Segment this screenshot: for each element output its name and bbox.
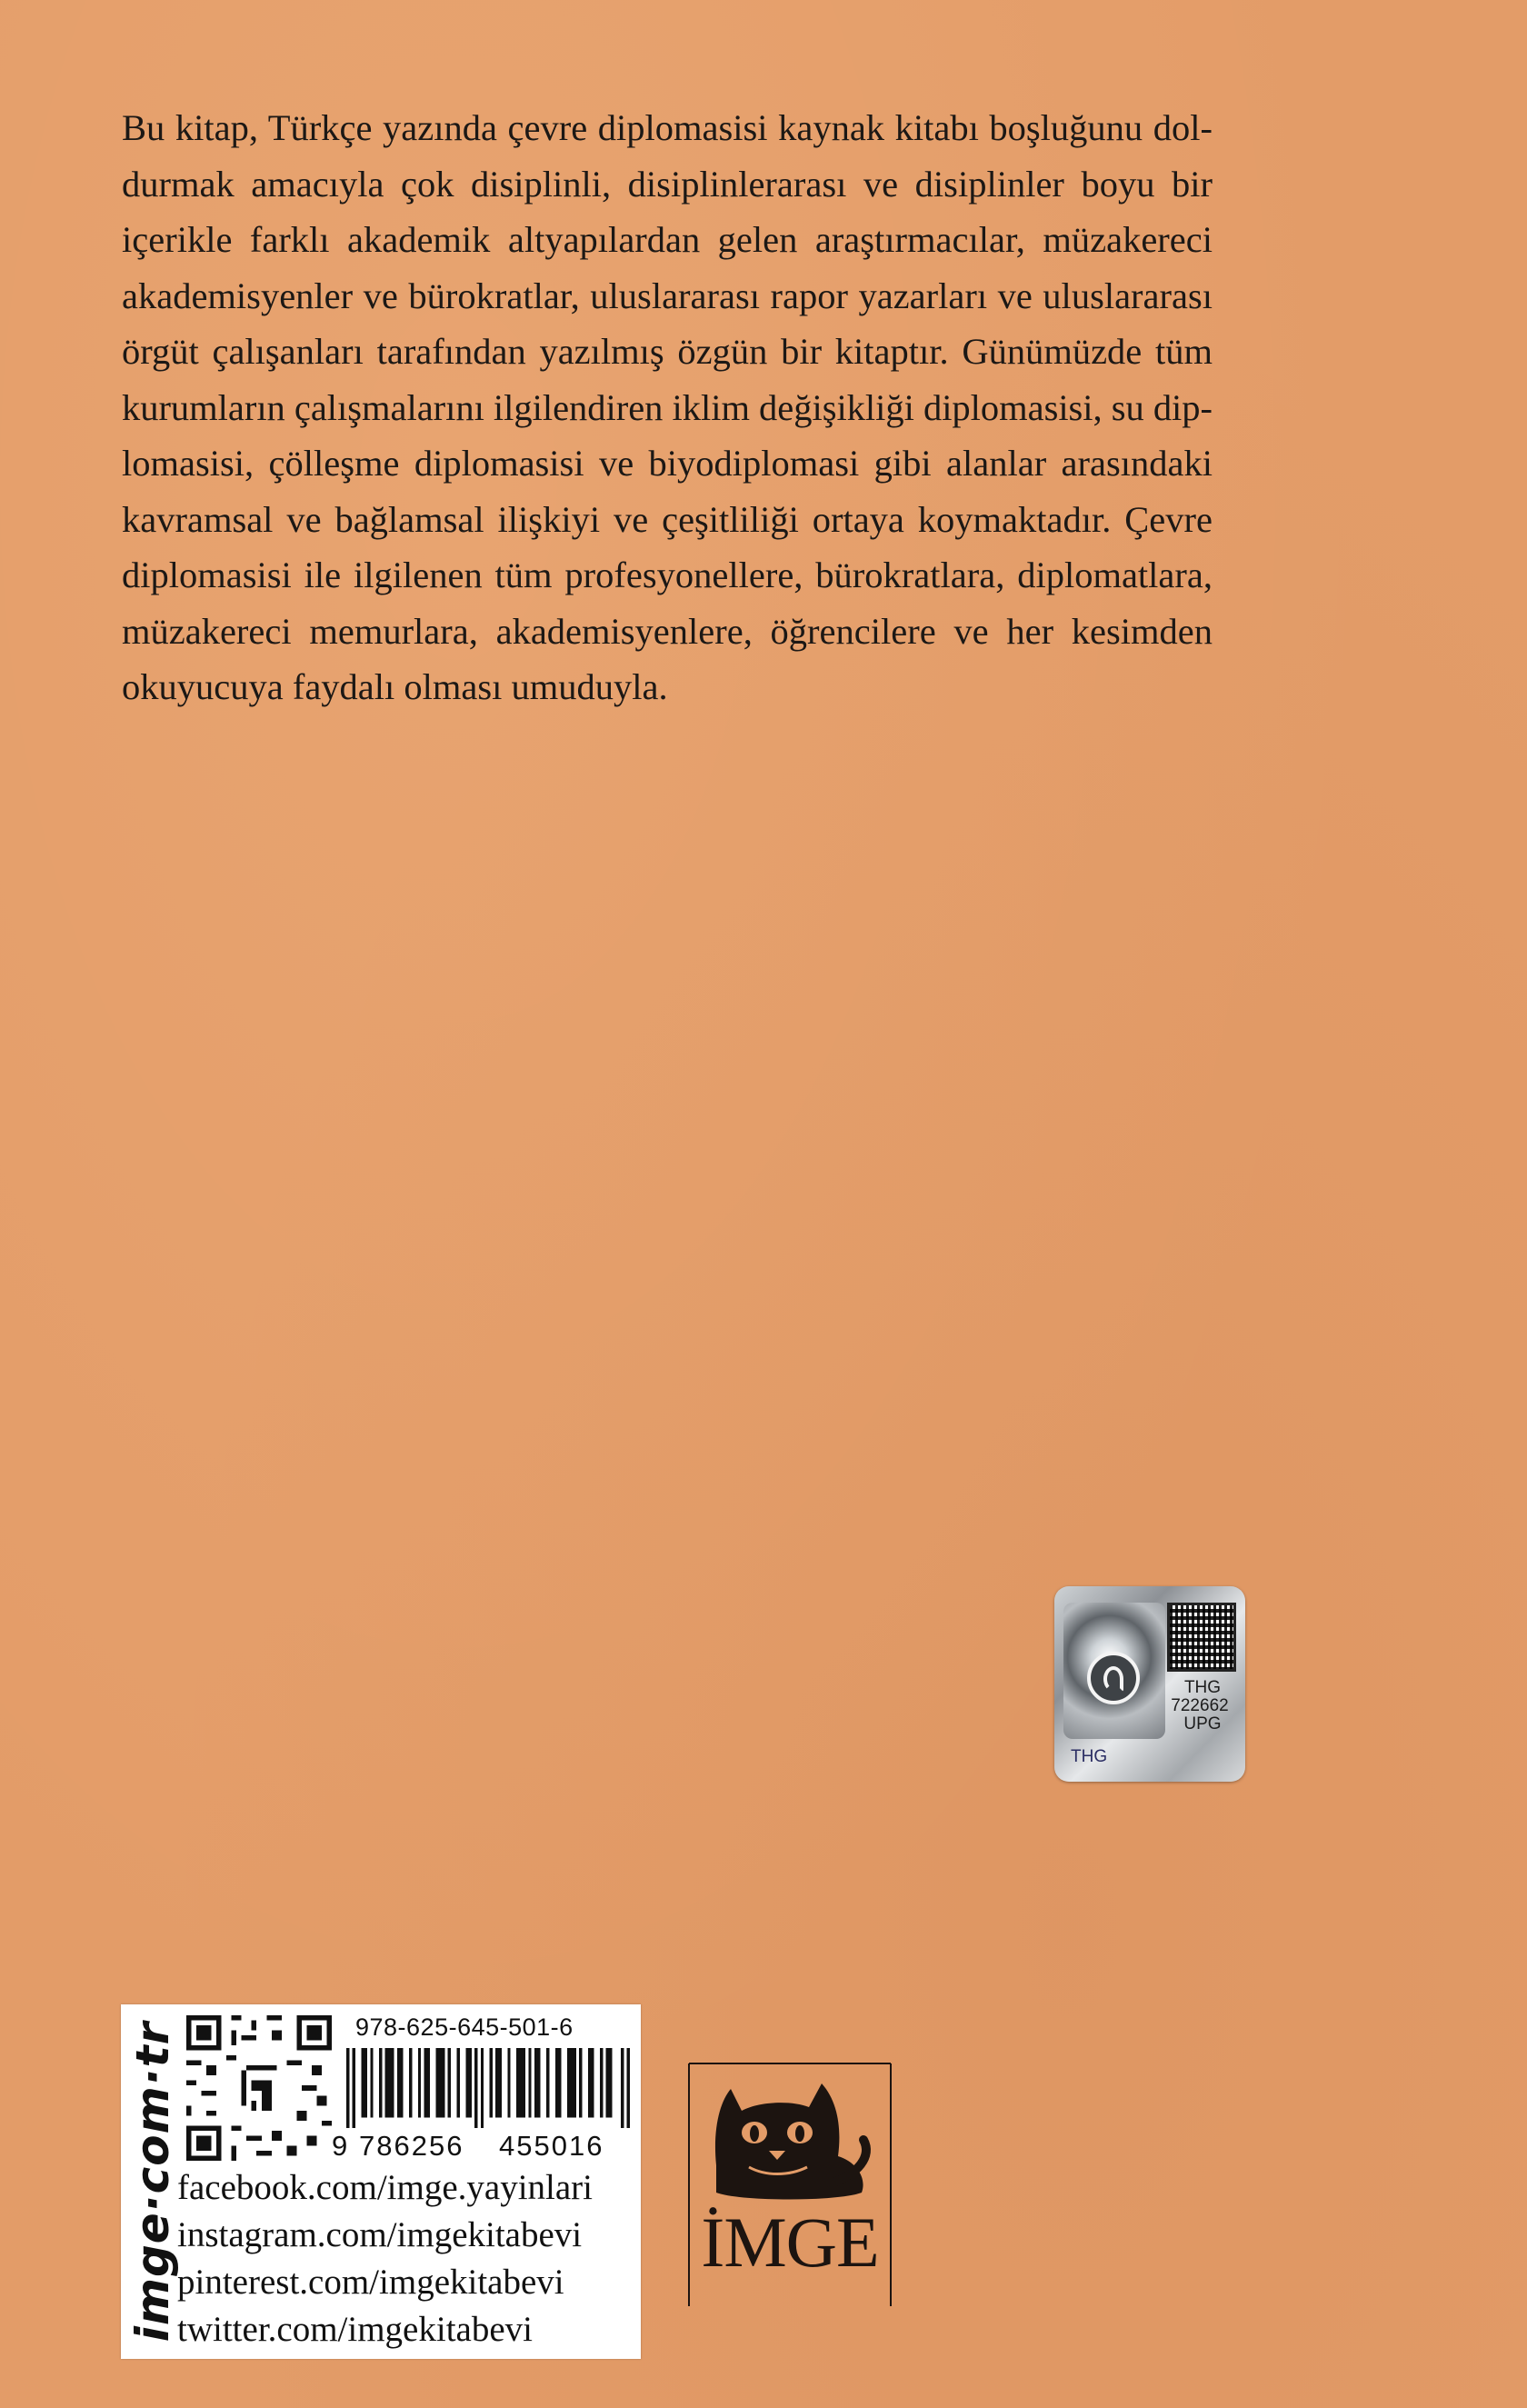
blurb-line: okuyucuya faydalı olması umuduyla. [122,666,668,707]
blurb-line: Bu kitap, Türkçe yazında çevre diplomasisi kaynak kitabı boşluğunu dol- [122,107,1213,148]
blurb-line: durmak amacıyla çok disiplinli, disiplinlerarası ve disiplinler boyu bir [122,163,1213,205]
blurb-line: kurumların çalışmalarını ilgilendiren iklim değişikliği diplomasisi, su dip- [122,386,1213,428]
blurb-line: diplomasisi ile ilgilenen tüm profesyonellere, bürokratlara, diplomatlara, [122,555,1213,595]
hologram-seal-icon [1063,1603,1165,1739]
website-domain: imge·com·tr [126,2021,179,2343]
pinterest-link[interactable]: pinterest.com/imgekitabevi [177,2263,564,2302]
qr-code-icon [186,2015,332,2161]
blurb-line: kavramsal ve bağlamsal ilişkiyi ve çeşitliliği ortaya koymaktadır. Çevre [122,498,1213,540]
sticker-code-bottom: UPG [1183,1714,1222,1734]
sticker-code-top: THG [1183,1678,1222,1697]
publisher-name: İMGE [701,2203,879,2282]
blurb-line: örgüt çalışanları tarafından yazılmış özgün bir kitaptır. Günümüzde tüm [122,331,1213,372]
sticker-serial-number: 722662 [1171,1696,1229,1715]
ministry-emblem-icon [1087,1652,1140,1704]
blurb-line: lomasisi, çölleşme diplomasisi ve biyodiplomasi gibi alanlar arasındaki [122,443,1213,484]
instagram-link[interactable]: instagram.com/imgekitabevi [177,2215,583,2254]
sticker-datamatrix-code [1167,1603,1236,1672]
publisher-logo [685,2056,894,2311]
ean-digits-right: 455016 [499,2130,604,2162]
blurb-line: akademisyenler ve bürokratlar, uluslararası rapor yazarları ve uluslararası [122,275,1213,316]
sticker-code-left: THG [1071,1747,1108,1766]
social-links-list [177,2164,593,2353]
ean-barcode [346,2048,630,2128]
hologram-banderole-sticker [1054,1586,1245,1782]
back-cover-blurb [122,100,1213,715]
website-vertical-text [121,2004,185,2359]
isbn-barcode-label [121,2004,641,2359]
blurb-line: müzakereci memurlara, akademisyenlere, öğrencilere ve her kesimden [122,610,1213,652]
ean-leading-digit: 9 [332,2130,348,2162]
twitter-link[interactable]: twitter.com/imgekitabevi [177,2310,533,2349]
blurb-line: içerikle farklı akademik altyapılardan gelen araştırmacılar, müzakereci [122,219,1213,260]
isbn-number: 978-625-645-501-6 [355,2013,574,2041]
ean-digits-left: 786256 [359,2130,464,2162]
facebook-link[interactable]: facebook.com/imge.yayinlari [177,2168,593,2207]
